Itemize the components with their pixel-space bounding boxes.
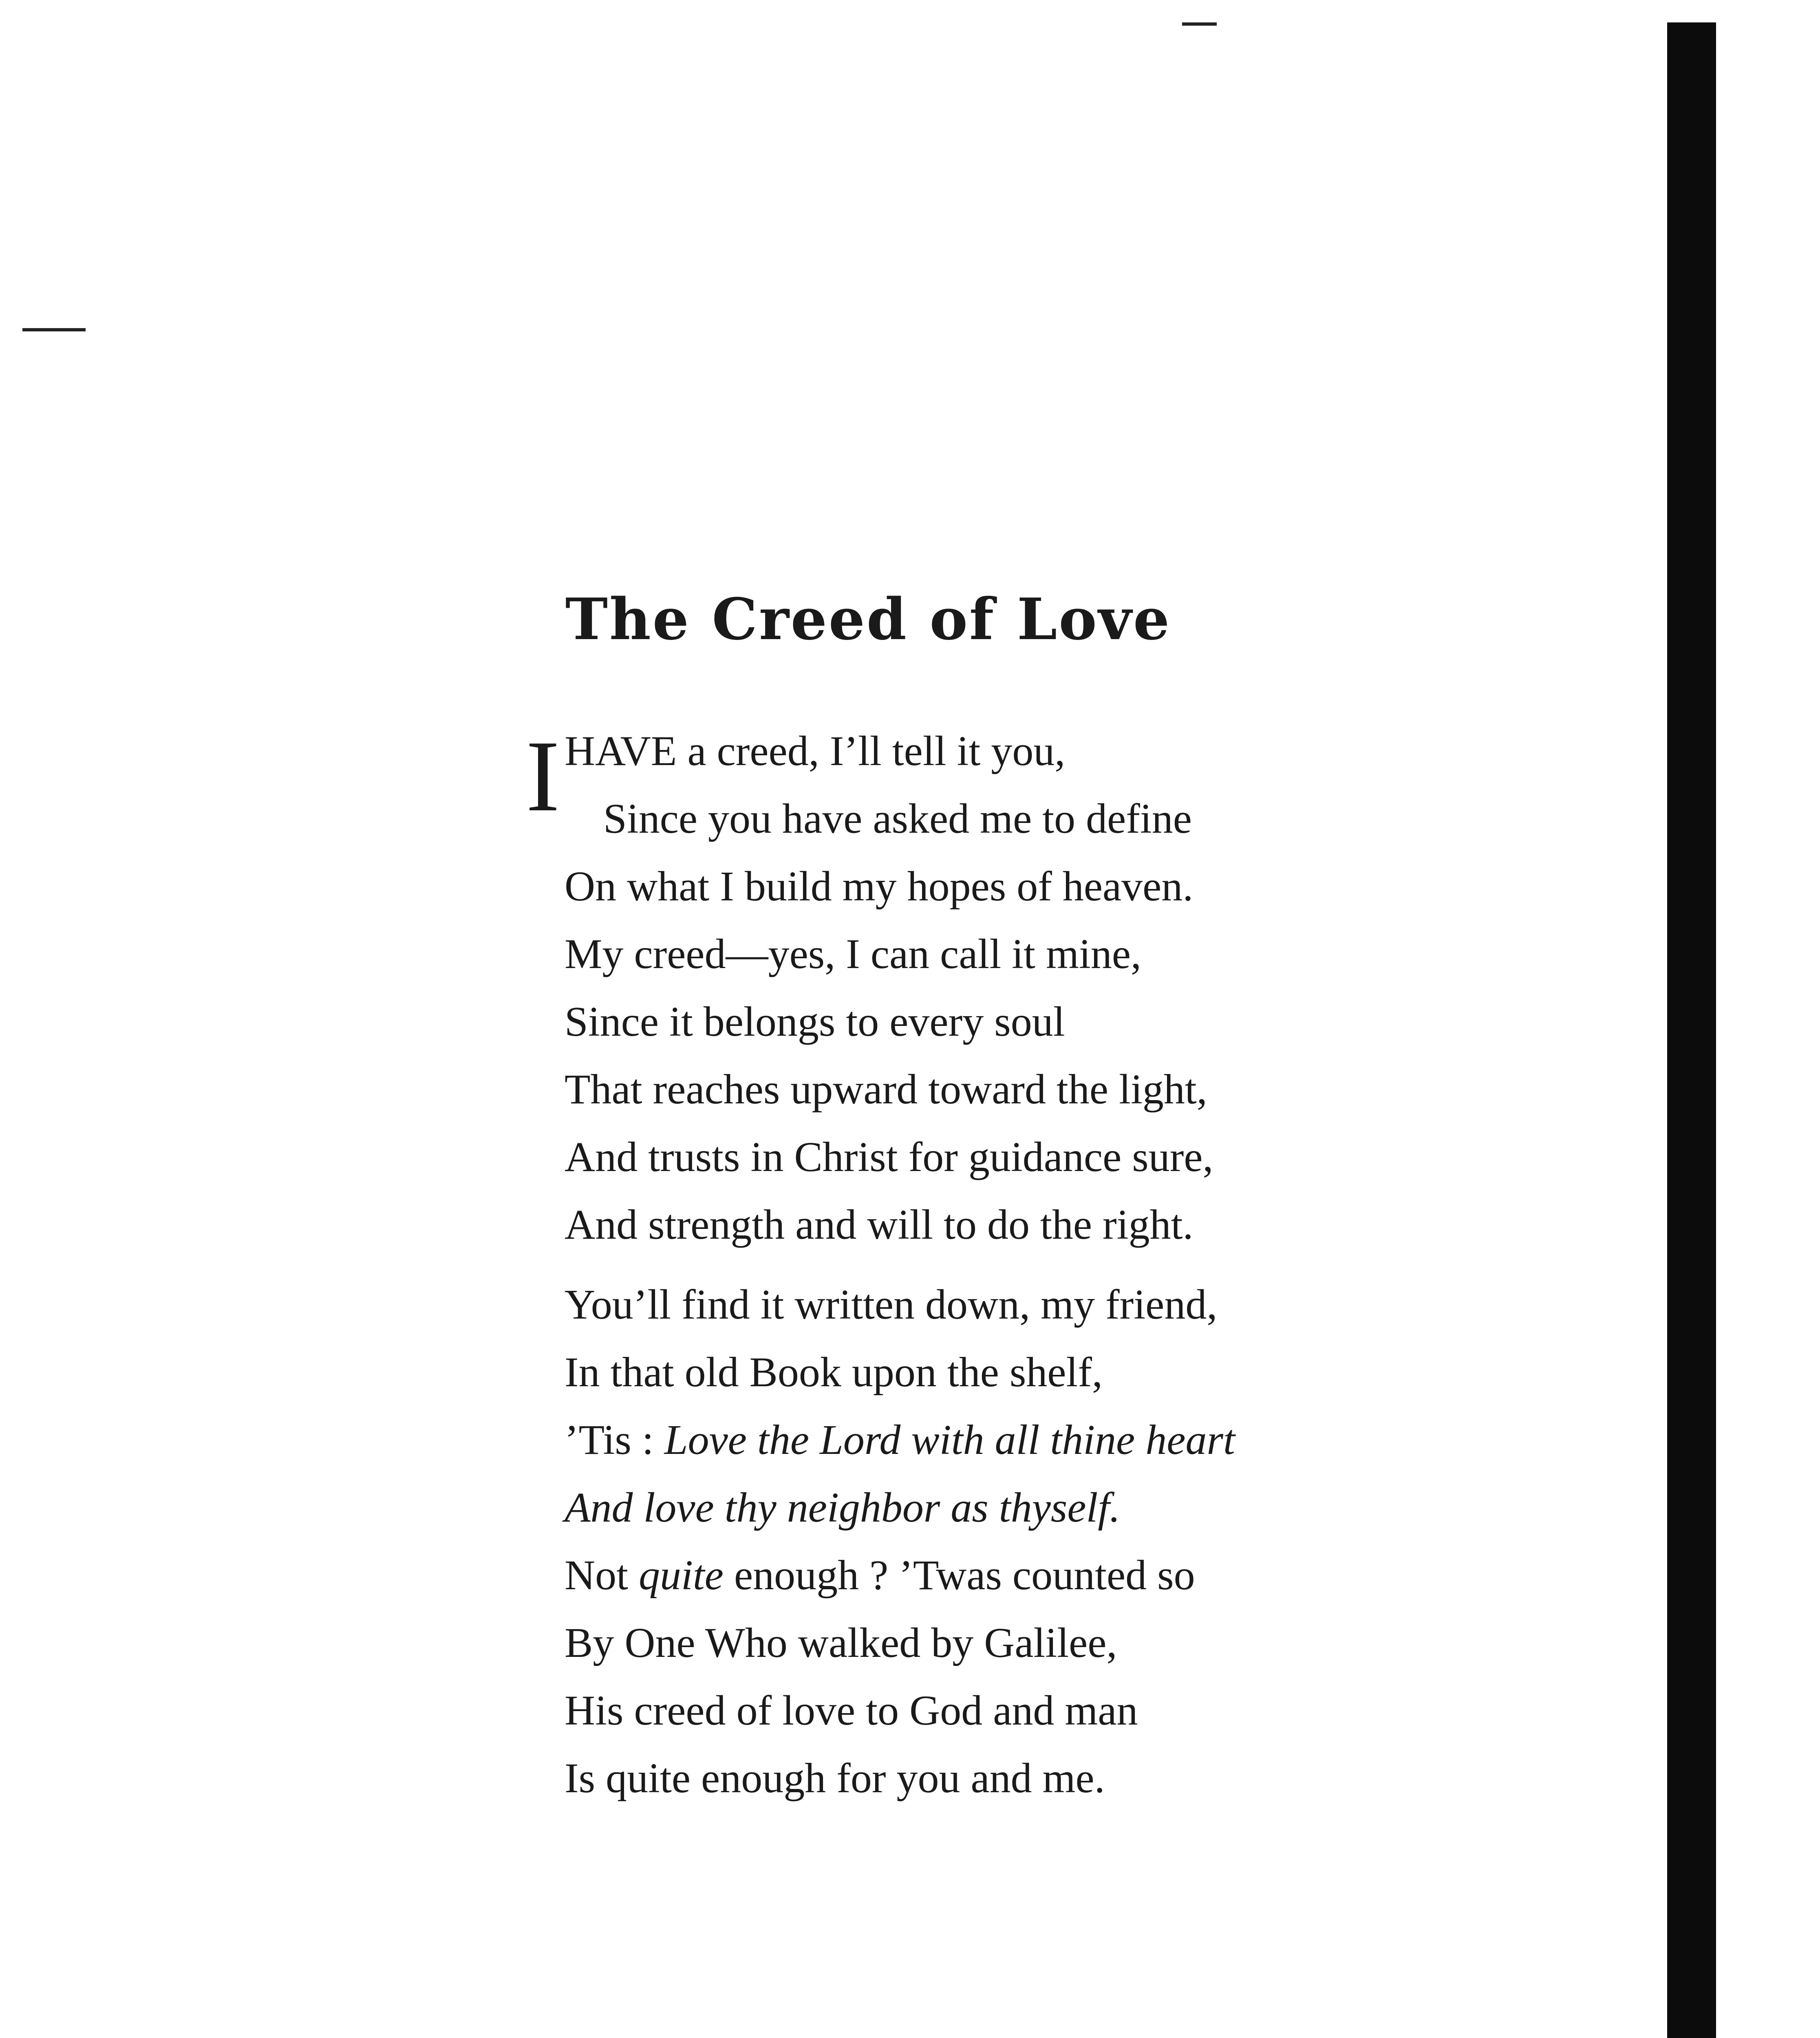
- poem-line: You’ll find it written down, my friend,: [565, 1281, 1218, 1328]
- poem-line: Since you have asked me to define: [603, 795, 1192, 842]
- drop-cap: I: [526, 720, 560, 833]
- poem-body: [526, 717, 1421, 1812]
- scan-mark-top: [1182, 22, 1217, 26]
- poem-line-suffix: enough ? ’Twas counted so: [723, 1552, 1195, 1599]
- scripture-quote: And love thy neighbor as thyself.: [565, 1484, 1121, 1531]
- poem-line: [565, 1542, 1421, 1609]
- poem-line: And trusts in Christ for guidance sure,: [565, 1134, 1213, 1180]
- poem-line-prefix: ’Tis :: [565, 1416, 664, 1463]
- emphasis-word: quite: [639, 1552, 724, 1599]
- poem-line: And strength and will to do the right.: [565, 1201, 1193, 1248]
- scripture-quote: Love the Lord with all thine heart: [664, 1416, 1235, 1463]
- poem-line: His creed of love to God and man: [565, 1687, 1138, 1734]
- poem-line-text: HAVE a creed, I’ll tell it you,: [565, 728, 1066, 774]
- poem-line: Is quite enough for you and me.: [565, 1755, 1105, 1802]
- scan-edge-bar: [1667, 22, 1716, 2038]
- scan-mark-left: [22, 328, 86, 331]
- poem-line: [565, 1406, 1421, 1474]
- poem-line: By One Who walked by Galilee,: [565, 1619, 1117, 1666]
- poem-line: On what I build my hopes of heaven.: [565, 863, 1193, 910]
- stanza-1: [526, 717, 1421, 1259]
- stanza-2: [565, 1271, 1421, 1812]
- poem-line: In that old Book upon the shelf,: [565, 1349, 1103, 1396]
- poem-line-prefix: Not: [565, 1552, 639, 1599]
- poem-line: Since it belongs to every soul: [565, 998, 1065, 1045]
- poem-title: The Creed of Love: [565, 586, 1171, 653]
- poem-line: That reaches upward toward the light,: [565, 1066, 1207, 1113]
- poem-line: [565, 1474, 1421, 1542]
- poem-line: My creed—yes, I can call it mine,: [565, 931, 1142, 977]
